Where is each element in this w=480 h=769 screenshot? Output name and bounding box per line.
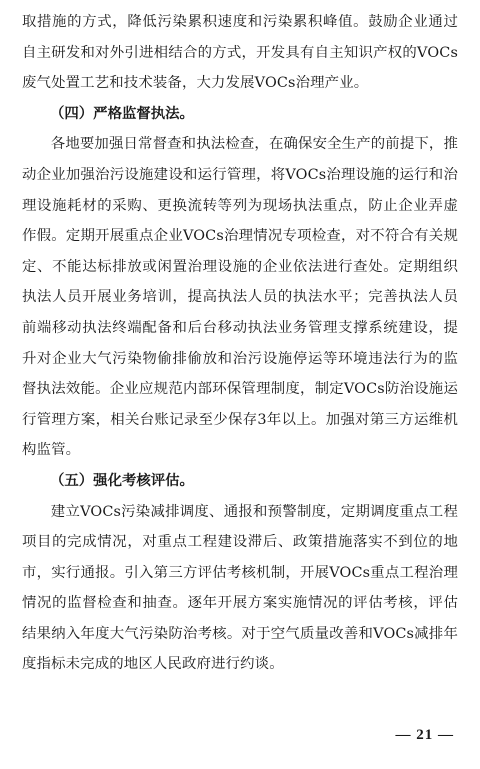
paragraph-assessment: 建立VOCs污染减排调度、通报和预警制度，定期调度重点工程项目的完成情况，对重点工程建设滞后、政策措施落实不到位的地市，实行通报。引入第三方评估考核机制，开展VOCs重点工程治理情况的监督检查和抽查。逐年开展方案实施情况的评估考核，评估结果纳入年度大气污染防治考核。对于空气质量改善和VOCs减排年度指标未完成的地区人民政府进行约谈。: [22, 503, 458, 673]
paragraph-continuation: 取措施的方式，降低污染累积速度和污染累积峰值。鼓励企业通过自主研发和对外引进相结合的方式，开发具有自主知识产权的VOCs废气处置工艺和技术装备，大力发展VOCs治理产业。: [22, 14, 458, 92]
section-heading-5: （五）强化考核评估。: [50, 472, 194, 489]
page-number: — 21 —: [395, 727, 454, 743]
paragraph-supervision: 各地要加强日常督查和执法检查，在确保安全生产的前提下，推动企业加强治污设施建设和运行管理，将VOCs治理设施的运行和治理设施耗材的采购、更换流转等列为现场执法重点，防止企业弄虚作假。定期开展重点企业VOCs治理情况专项检查，对不符合有关规定、不能达标排放或闲置治理设施的企业依法进行查处。定期组织执法人员开展业务培训，提高执法人员的执法水平；完善执法人员前端移动执法终端配备和后台移动执法业务管理支撑系统建设，提升对企业大气污染物偷排偷放和治污设施停运等环境违法行为的监督执法效能。企业应规范内部环保管理制度，制定VOCs防治设施运行管理方案，相关台账记录至少保存3年以上。加强对第三方运维机构监管。: [22, 136, 458, 459]
section-heading-4: （四）严格监督执法。: [50, 105, 194, 122]
